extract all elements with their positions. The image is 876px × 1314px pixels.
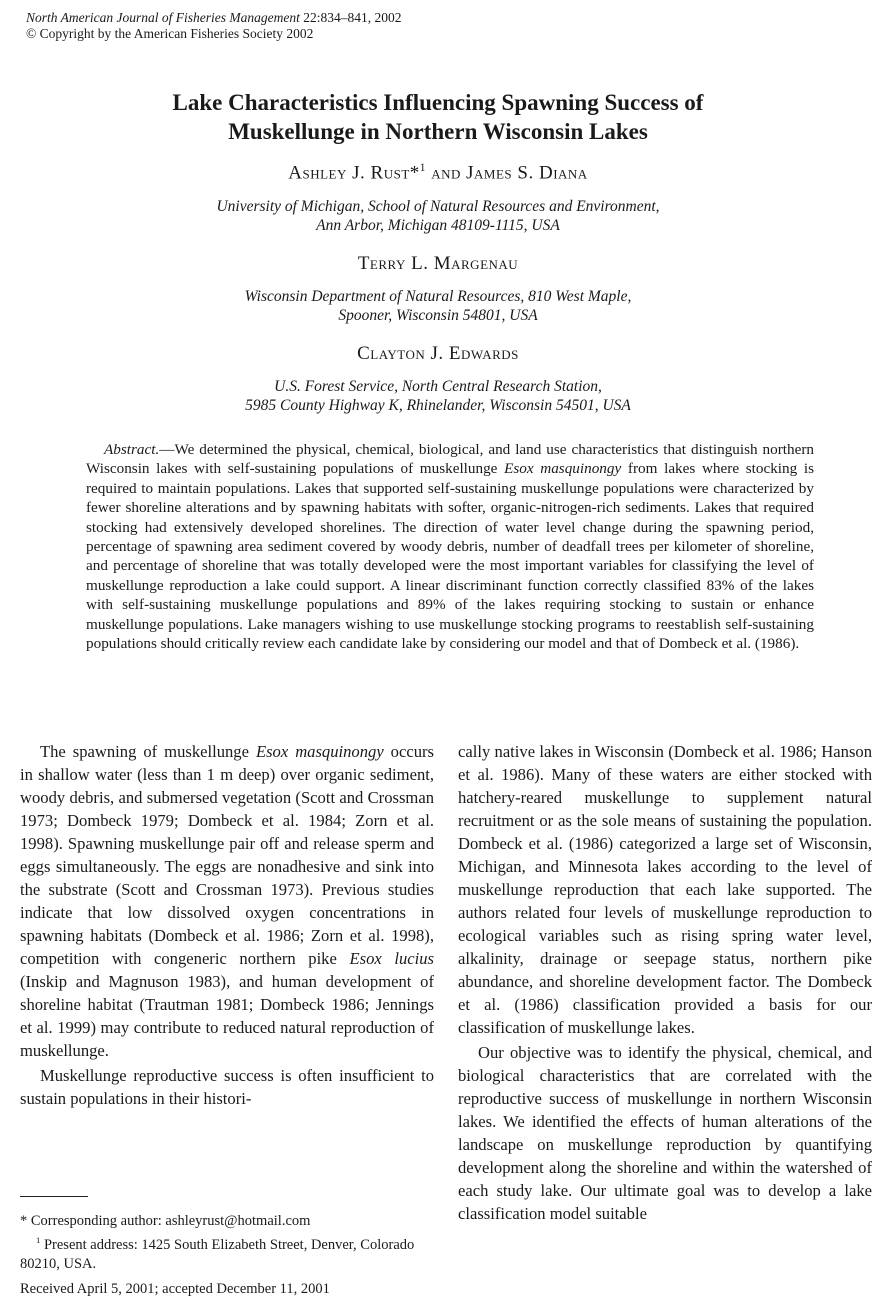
body-paragraph	[20, 740, 434, 1062]
affiliation-line: 5985 County Highway K, Rhinelander, Wisconsin 54501, USA	[245, 397, 631, 414]
volume-pages: 22:834–841, 2002	[299, 10, 402, 25]
body-text: occurs in shallow water (less than 1 m deep) over organic sediment, woody debris, and submersed vegetation (Scott and Crossman 1973; Dombeck 1979; Dombeck et al. 1984; Zorn et al. 1998). Spawning muskellunge pair off and release sperm and eggs simultaneously. The eggs are nonadhesive and sink into the substrate (Scott and Crossman 1973). Previous studies indicate that low dissolved oxygen concentrations in spawning habitats (Dombeck et al. 1986; Zorn et al. 1998), competition with congeneric northern pike	[20, 742, 434, 968]
affiliation-2	[0, 287, 876, 325]
footnote-marker: 1	[36, 1235, 41, 1245]
footnote-divider	[20, 1196, 88, 1197]
title-line-1: Lake Characteristics Influencing Spawning Success of	[172, 90, 704, 115]
affiliation-3	[0, 377, 876, 415]
abstract	[86, 440, 814, 653]
species-name: Esox lucius	[349, 949, 435, 968]
author-names: Clayton J. Edwards	[357, 343, 519, 364]
body-column-right	[458, 740, 872, 1225]
body-text: (Inskip and Magnuson 1983), and human development of shoreline habitat (Trautman 1981; Dombeck 1986; Jennings et al. 1999) may contribute to reduced natural reproduction of muskellunge.	[20, 972, 434, 1060]
affiliation-line: Spooner, Wisconsin 54801, USA	[338, 307, 538, 324]
author-line-1	[0, 162, 876, 184]
abstract-text: —We determined the physical, chemical, biological, and land use characteristics that distinguish northern Wisconsin lakes with self-sustaining populations of muskellunge	[86, 441, 814, 478]
author-names-2: and James S. Diana	[425, 162, 588, 184]
author-line-3	[0, 343, 876, 365]
affiliation-1	[0, 197, 876, 235]
copyright-line: © Copyright by the American Fisheries Society 2002	[26, 26, 314, 41]
species-name: Esox masquinongy	[255, 742, 384, 761]
body-paragraph: Muskellunge reproductive success is often insufficient to sustain populations in their histori-	[20, 1066, 434, 1108]
present-address-note	[20, 1231, 434, 1274]
footnote-text: Present address: 1425 South Elizabeth Street, Denver, Colorado 80210, USA.	[20, 1236, 415, 1272]
footnotes	[20, 1212, 434, 1274]
abstract-text: from lakes where stocking is required to maintain populations. Lakes that supported self-sustaining muskellunge populations were characterized by fewer shoreline alterations and by spawning habitats with softer, organic-nitrogen-rich sediments. Lakes that required stocking had extensively developed shorelines. The direction of water level change during the spawning period, percentage of spawning area sediment covered by woody debris, number of deadfall trees per kilometer of shoreline, and percentage of shoreline that was totally developed were the most important variables for classifying the level of muskellunge reproduction a lake could support. A linear discriminant function correctly classified 83% of the lakes with self-sustaining muskellunge populations and 89% of the lakes requiring stocking to sustain or enhance muskellunge populations. Lake managers wishing to use muskellunge stocking programs to reestablish self-sustaining populations should critically review each candidate lake by considering our model and that of Dombeck et al. (1986).	[86, 460, 814, 653]
title-line-2: Muskellunge in Northern Wisconsin Lakes	[228, 119, 648, 144]
abstract-label: Abstract.	[104, 441, 160, 458]
body-paragraph: Our objective was to identify the physical, chemical, and biological characteristics that are correlated with the reproductive success of muskellunge in northern Wisconsin lakes. We identified the effects of human alterations of the landscape on muskellunge reproduction by quantifying development along the shoreline and within the watershed of each study lake. Our ultimate goal was to develop a lake classification model suitable	[458, 1043, 872, 1223]
journal-name: North American Journal of Fisheries Management	[26, 10, 300, 25]
corresponding-author-note: * Corresponding author: ashleyrust@hotmail.com	[20, 1213, 311, 1229]
article-title	[0, 88, 876, 146]
species-name: Esox masquinongy	[504, 460, 622, 478]
running-head	[26, 10, 401, 42]
author-names: Terry L. Margenau	[357, 253, 519, 274]
affiliation-line: U.S. Forest Service, North Central Research Station,	[274, 378, 602, 395]
author-line-2	[0, 253, 876, 275]
affiliation-line: University of Michigan, School of Natural Resources and Environment,	[216, 198, 660, 215]
footnote-marker: 1	[419, 162, 426, 174]
body-column-left	[20, 740, 434, 1110]
author-names: Ashley J. Rust*	[288, 162, 420, 184]
body-text: The spawning of muskellunge	[40, 742, 256, 761]
journal-citation	[26, 10, 401, 26]
affiliation-line: Ann Arbor, Michigan 48109-1115, USA	[316, 217, 560, 234]
received-dates: Received April 5, 2001; accepted December 11, 2001	[20, 1281, 330, 1297]
body-paragraph: cally native lakes in Wisconsin (Dombeck et al. 1986; Hanson et al. 1986). Many of these waters are either stocked with hatchery-reared muskellunge to supplement natural recruitment or as the sole means of sustaining the population. Dombeck et al. (1986) categorized a large set of Wisconsin, Michigan, and Minnesota lakes according to the level of muskellunge reproduction that each lake supported. The authors related four levels of muskellunge reproduction to ecological variables such as rising spring water level, alkalinity, drainage or seepage status, northern pike abundance, and shoreline development factor. The Dombeck et al. (1986) classification provided a basis for our classification of muskellunge lakes.	[458, 742, 872, 1037]
affiliation-line: Wisconsin Department of Natural Resources, 810 West Maple,	[244, 288, 632, 305]
